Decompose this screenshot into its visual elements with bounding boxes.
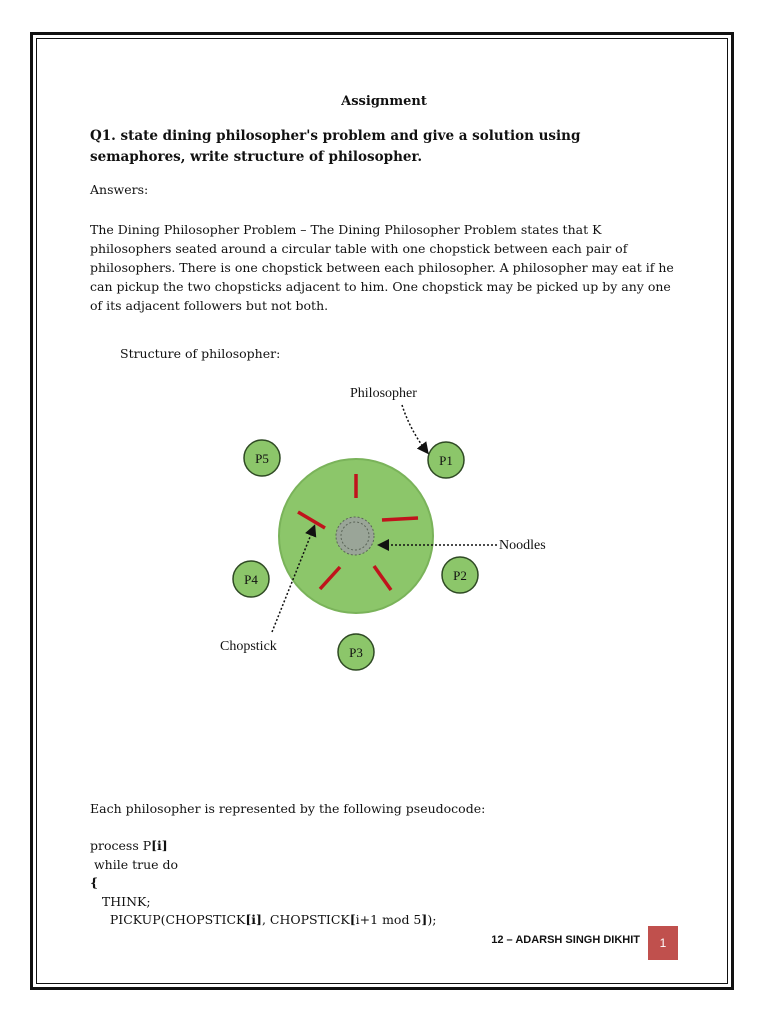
answers-label: Answers:	[90, 182, 149, 197]
structure-heading: Structure of philosopher:	[120, 346, 281, 361]
philosopher-p4	[233, 561, 269, 597]
problem-paragraph: The Dining Philosopher Problem – The Dining Philosopher Problem states that K philosophers seated around a circular table with one chopstick between each pair of philosophers. There is one chopstick between each philosopher. A philosopher may eat if he can pickup the two chopsticks adjacent to him. One chopstick may be picked up by any one of its adjacent followers but not both.	[90, 222, 674, 313]
p5-label: P5	[255, 451, 269, 466]
footer-author: 12 – ADARSH SINGH DIKHIT	[491, 934, 640, 946]
noodles-label: Noodles	[499, 538, 546, 553]
philosopher-arrow	[402, 405, 427, 452]
chopstick-label: Chopstick	[220, 639, 277, 654]
p1-label: P1	[439, 453, 453, 468]
code-bold: [i]	[245, 912, 262, 927]
chopstick	[382, 518, 418, 520]
philosopher-p5	[244, 440, 280, 476]
p4-label: P4	[244, 572, 258, 587]
philosopher-p2	[442, 557, 478, 593]
question-text: Q1. state dining philosopher's problem and give a solution using semaphores, write structure of philosopher.	[90, 128, 581, 165]
code-text: process P	[90, 838, 152, 853]
p3-label: P3	[349, 645, 363, 660]
code-text: , CHOPSTICK	[261, 912, 350, 927]
philosopher-p3	[338, 634, 374, 670]
philosopher-label: Philosopher	[350, 386, 417, 401]
noodle-bowl	[336, 517, 374, 555]
code-line: while true do	[90, 856, 179, 872]
document-title: Assignment	[341, 94, 427, 109]
page-number-badge: 1	[648, 926, 678, 960]
code-line: THINK;	[90, 893, 151, 909]
philosopher-p1	[428, 442, 464, 478]
code-text: i+1 mod 5	[355, 912, 422, 927]
p2-label: P2	[453, 568, 467, 583]
code-bold: [	[349, 912, 356, 927]
code-bold: [i]	[151, 838, 168, 853]
code-text: PICKUP(CHOPSTICK	[90, 912, 246, 927]
code-bold: ]	[421, 912, 428, 927]
pseudocode-intro: Each philosopher is represented by the following pseudocode:	[90, 801, 486, 816]
pseudocode-block	[90, 837, 436, 930]
code-brace: {	[90, 875, 99, 890]
code-text: );	[427, 912, 437, 927]
